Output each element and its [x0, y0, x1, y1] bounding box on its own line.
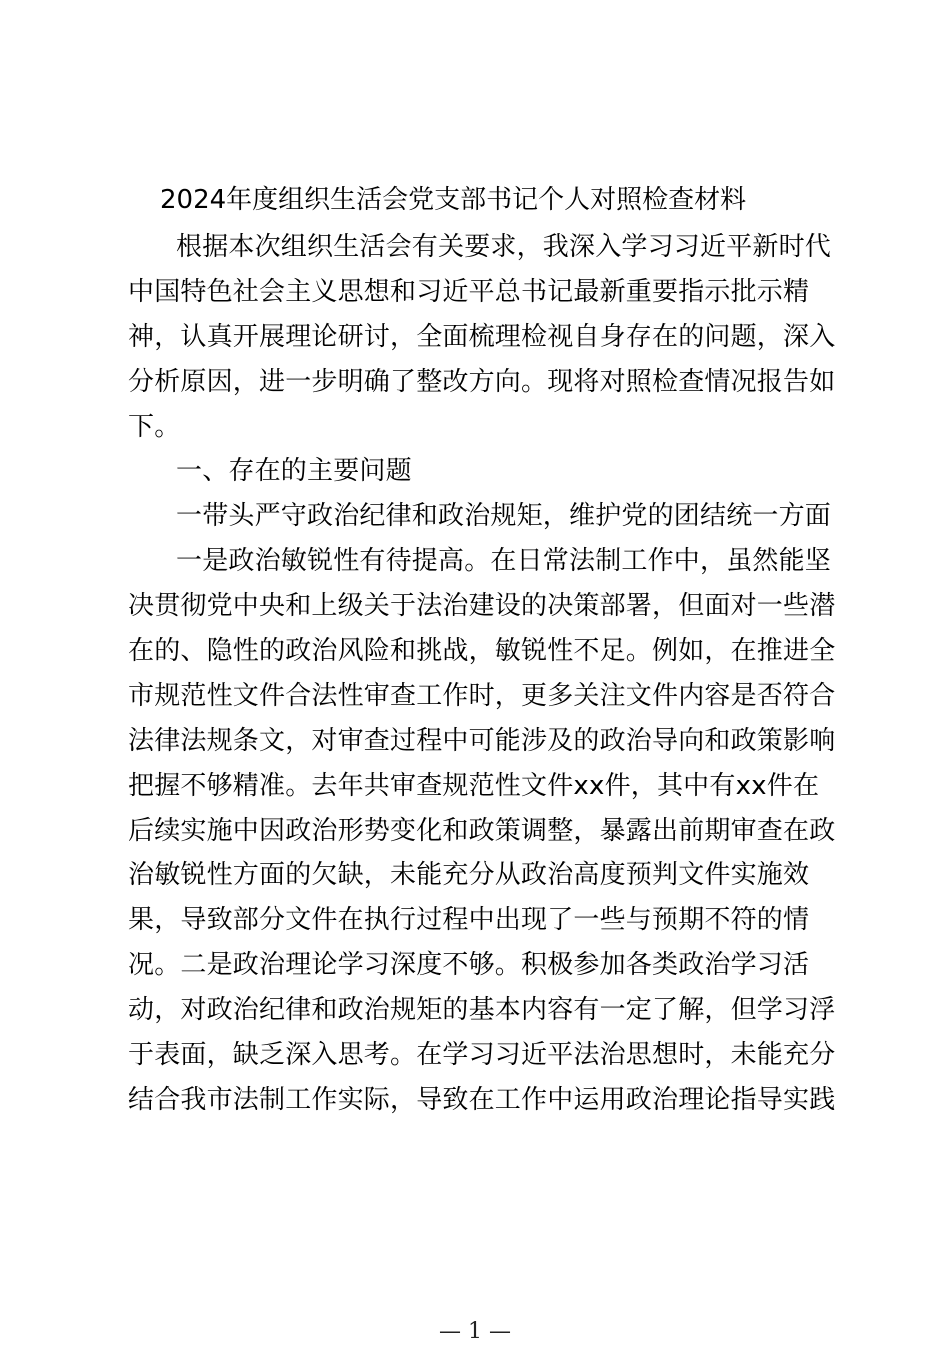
document-title: 2024年度组织生活会党支部书记个人对照检查材料 [160, 185, 747, 215]
text-line: 结合我市法制工作实际，导致在工作中运用政治理论指导实践 [128, 1084, 836, 1115]
document-body [128, 225, 836, 1123]
text-line: 法律法规条文，对审查过程中可能涉及的政治导向和政策影响 [128, 725, 836, 756]
text-line: 动，对政治纪律和政治规矩的基本内容有一定了解，但学习浮 [128, 995, 836, 1026]
text-line: 况。二是政治理论学习深度不够。积极参加各类政治学习活 [128, 950, 810, 981]
subsection-heading: 一带头严守政治纪律和政治规矩，维护党的团结统一方面 [176, 501, 832, 532]
text-line: 神，认真开展理论研讨，全面梳理检视自身存在的问题，深入 [128, 321, 836, 352]
text-line: 分析原因，进一步明确了整改方向。现将对照检查情况报告如 [128, 366, 836, 397]
text-line: 根据本次组织生活会有关要求，我深入学习习近平新时代 [176, 232, 832, 262]
text-line: 一是政治敏锐性有待提高。在日常法制工作中，虽然能坚 [176, 546, 832, 577]
page-number: — 1 — [439, 1319, 511, 1344]
text-line: 于表面，缺乏深入思考。在学习习近平法治思想时，未能充分 [128, 1040, 836, 1071]
text-line: 中国特色社会主义思想和习近平总书记最新重要指示批示精 [128, 276, 810, 307]
text-line: 果，导致部分文件在执行过程中出现了一些与预期不符的情 [128, 905, 810, 936]
text-line: 下。 [128, 411, 181, 442]
text-line: 治敏锐性方面的欠缺，未能充分从政治高度预判文件实施效 [128, 860, 810, 891]
section-heading: 一、存在的主要问题 [176, 456, 412, 487]
text-line: 后续实施中因政治形势变化和政策调整，暴露出前期审查在政 [128, 815, 836, 846]
text-line: 在的、隐性的政治风险和挑战，敏锐性不足。例如，在推进全 [128, 636, 836, 667]
text-line: 市规范性文件合法性审查工作时，更多关注文件内容是否符合 [128, 680, 836, 711]
text-line: 决贯彻党中央和上级关于法治建设的决策部署，但面对一些潜 [128, 591, 836, 622]
text-line: 把握不够精准。去年共审查规范性文件xx件，其中有xx件在 [128, 770, 820, 801]
